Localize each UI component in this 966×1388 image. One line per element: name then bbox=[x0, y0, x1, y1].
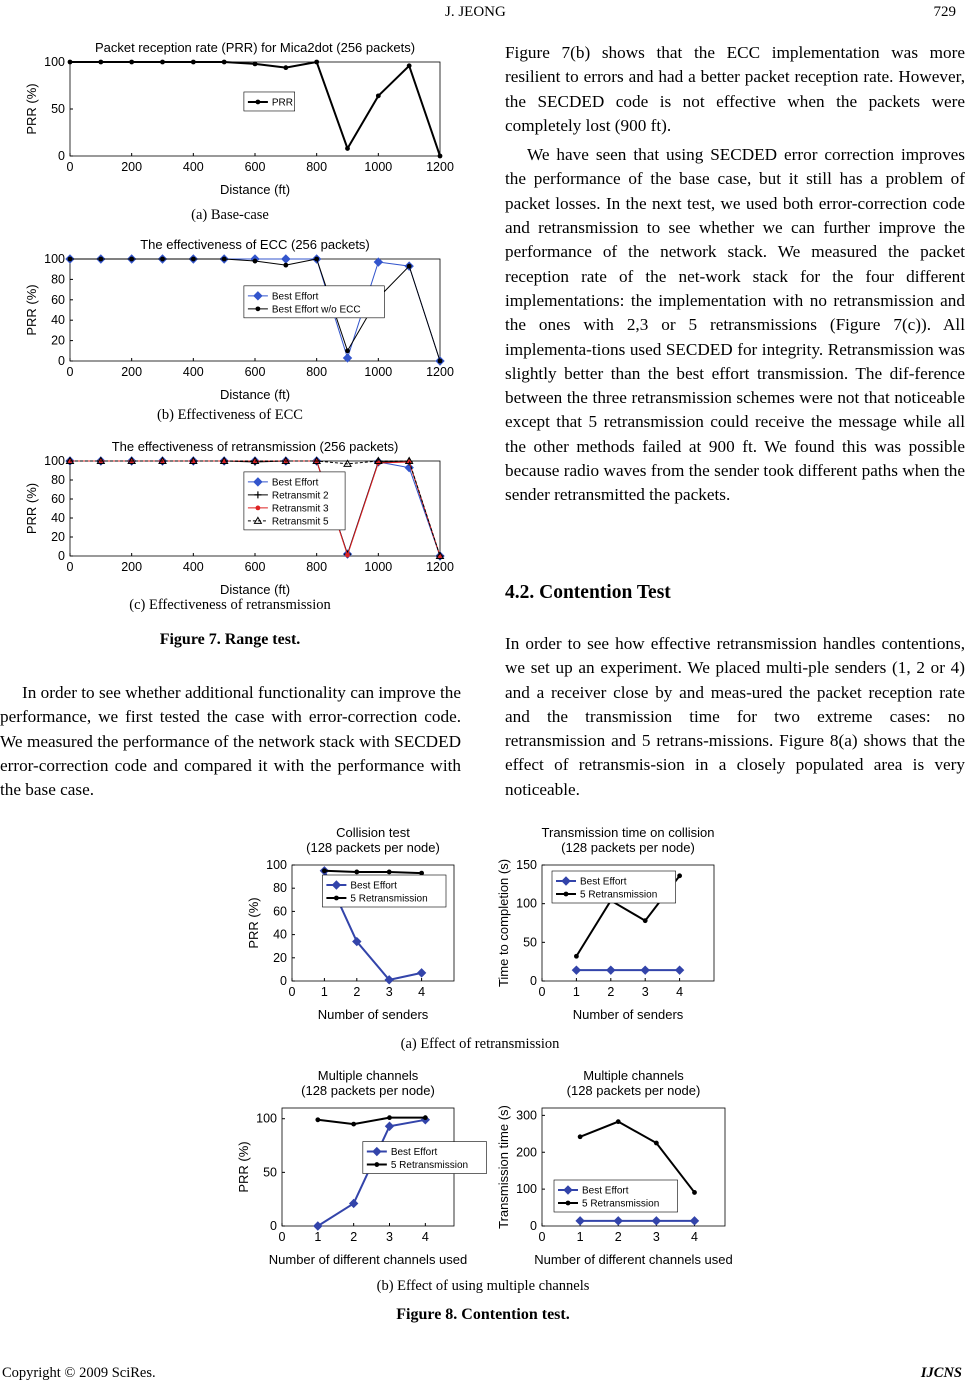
y-tick-label: 100 bbox=[256, 1111, 277, 1126]
right-paragraph-3: In order to see how effective retransmission handles contentions, we set up an experiment. We placed multi-ple senders (1, 2 or 4) and a receiver close by and meas-ured the packet reception rate and the transmission time for two extreme cases: no retransmission and 5 retrans-missions. Figure 8(a) shows that the effect of retransmis-sion in a closely populated area is very noticeable. bbox=[505, 634, 965, 799]
x-tick-label: 2 bbox=[614, 1230, 622, 1244]
y-tick-label: 80 bbox=[273, 881, 287, 896]
y-tick-label: 0 bbox=[58, 354, 65, 368]
x-tick-label: 3 bbox=[641, 985, 649, 999]
x-tick-label: 3 bbox=[652, 1230, 660, 1244]
data-point bbox=[222, 257, 227, 262]
footer-journal: IJCNS bbox=[920, 1365, 962, 1381]
y-tick-label: 0 bbox=[280, 974, 287, 988]
x-tick-label: 2 bbox=[353, 985, 361, 999]
figure7c-chart bbox=[18, 437, 454, 600]
x-tick-label: 2 bbox=[607, 985, 615, 999]
x-tick-label: 4 bbox=[676, 985, 684, 999]
y-tick-label: 50 bbox=[51, 102, 65, 116]
chart-title: Collision test (128 packets per node) bbox=[306, 825, 440, 855]
legend-label: Best Effort bbox=[582, 1185, 629, 1197]
y-tick-label: 100 bbox=[516, 1182, 537, 1197]
legend-label: Best Effort bbox=[271, 477, 319, 489]
data-point bbox=[676, 966, 684, 974]
x-tick-label: 1200 bbox=[426, 365, 454, 379]
y-tick-label: 40 bbox=[273, 927, 287, 942]
y-axis-label: Time to completion (s) bbox=[496, 858, 511, 988]
x-tick-label: 400 bbox=[182, 560, 204, 574]
data-point bbox=[641, 966, 649, 974]
data-point bbox=[572, 966, 580, 974]
right-column bbox=[505, 41, 965, 508]
data-point bbox=[253, 259, 258, 264]
x-tick-label: 800 bbox=[306, 365, 328, 379]
x-tick-label: 4 bbox=[691, 1230, 698, 1244]
data-point bbox=[386, 1122, 394, 1130]
figure7-caption: Figure 7. Range test. bbox=[159, 631, 301, 648]
data-point bbox=[129, 257, 134, 262]
legend-label: Best Effort bbox=[350, 880, 397, 892]
legend-marker bbox=[566, 1201, 571, 1206]
series-5-retransmission bbox=[322, 868, 424, 875]
data-point bbox=[652, 1217, 660, 1225]
figure8a-subcaption: (a) Effect of retransmission bbox=[400, 1036, 560, 1052]
x-tick-label: 0 bbox=[66, 560, 74, 574]
data-point bbox=[614, 1217, 622, 1225]
x-tick-label: 1 bbox=[314, 1230, 322, 1244]
right-paragraph-2: We have seen that using SECDED error correction improves the performance of the base case, but it still has a problem of packet losses. In the next test, we used both error-correction code and retransmission to see whether we can further improve the performance of the network stack. We measured the packet reception rate of the net-work stack for the four different implementations: the implementation with no retransmission and the ones with 2,3 or 5 retransmissions (Figure 7(c)). All implementa-tions used SECDED for integrity. Retransmission was slightly better than the best effort transmission. The dif-ference between the three retransmission schemes were not that noticeable except that 5 retransmission could receive the message while all the other methods failed at 900 ft. We found this was possible because radio waves from the sender took different paths when the sender retransmitted the packets. bbox=[505, 145, 965, 505]
legend-label: PRR bbox=[271, 97, 294, 109]
x-tick-label: 1200 bbox=[426, 160, 454, 174]
figure8a-prr-chart bbox=[240, 825, 462, 1025]
x-tick-label: 0 bbox=[288, 985, 296, 999]
y-axis-label: PRR (%) bbox=[24, 83, 39, 135]
data-point bbox=[98, 60, 103, 65]
x-axis-label: Number of different channels used bbox=[534, 1252, 733, 1267]
figure7a-subcaption: (a) Base-case bbox=[191, 207, 269, 223]
y-axis-label: PRR (%) bbox=[24, 482, 39, 535]
chart-title: Multiple channels (128 packets per node) bbox=[301, 1068, 435, 1098]
y-tick-label: 40 bbox=[51, 313, 65, 328]
x-tick-label: 1000 bbox=[364, 560, 393, 574]
x-tick-label: 1 bbox=[572, 985, 580, 999]
x-tick-label: 1000 bbox=[364, 365, 393, 379]
data-point bbox=[129, 60, 134, 65]
legend-label: Best Effort bbox=[580, 876, 627, 888]
x-tick-label: 0 bbox=[66, 365, 74, 379]
y-axis-label: Transmission time (s) bbox=[496, 1105, 511, 1229]
right-column-lower bbox=[505, 632, 965, 802]
y-tick-label: 0 bbox=[530, 974, 537, 988]
figure8b-prr-chart bbox=[230, 1068, 469, 1270]
y-tick-label: 100 bbox=[44, 454, 65, 468]
y-tick-label: 20 bbox=[51, 333, 65, 348]
legend bbox=[244, 286, 384, 318]
x-tick-label: 0 bbox=[538, 985, 546, 999]
data-point bbox=[354, 870, 359, 875]
x-axis-label: Number of different channels used bbox=[268, 1252, 468, 1267]
data-point bbox=[691, 1217, 699, 1225]
y-tick-label: 20 bbox=[51, 530, 65, 544]
figure8b-time-chart bbox=[490, 1068, 733, 1270]
y-tick-label: 50 bbox=[263, 1165, 277, 1180]
legend-marker bbox=[256, 306, 261, 311]
legend-label: Retransmit 3 bbox=[271, 503, 329, 515]
y-axis-label: PRR (%) bbox=[24, 284, 39, 336]
data-point bbox=[68, 60, 73, 65]
y-tick-label: 100 bbox=[266, 858, 287, 872]
x-axis-label: Number of senders bbox=[317, 1007, 429, 1022]
y-tick-label: 60 bbox=[51, 292, 65, 307]
y-axis-label: PRR (%) bbox=[246, 897, 261, 949]
y-tick-label: 0 bbox=[530, 1219, 537, 1233]
legend bbox=[552, 871, 676, 903]
figure7c-subcaption: (c) Effectiveness of retransmission bbox=[129, 597, 331, 613]
legend-marker bbox=[256, 100, 261, 105]
x-tick-label: 400 bbox=[182, 365, 204, 379]
x-tick-label: 200 bbox=[121, 160, 143, 174]
x-tick-label: 3 bbox=[386, 1230, 393, 1244]
left-paragraph: In order to see whether additional functionality can improve the performance, we first tested the case with error-correction code. We measured the performance of the network stack with SECDED error-correction code and compared it with the performance with the base case. bbox=[0, 683, 461, 800]
series-best-effort bbox=[576, 1217, 698, 1225]
legend bbox=[244, 472, 345, 530]
y-tick-label: 0 bbox=[58, 149, 65, 163]
y-tick-label: 100 bbox=[44, 252, 65, 266]
series-best-effort bbox=[572, 966, 683, 974]
legend-label: 5 Retransmission bbox=[350, 893, 428, 905]
data-point bbox=[68, 257, 73, 262]
series-5-retransmission bbox=[315, 1115, 427, 1126]
y-tick-label: 100 bbox=[44, 55, 65, 69]
data-point bbox=[314, 60, 319, 65]
data-point bbox=[654, 1141, 659, 1146]
x-tick-label: 600 bbox=[244, 365, 266, 379]
x-tick-label: 200 bbox=[121, 560, 143, 574]
y-tick-label: 40 bbox=[51, 511, 65, 525]
legend-marker bbox=[256, 506, 261, 511]
legend bbox=[554, 1180, 678, 1212]
legend-marker bbox=[334, 896, 339, 901]
data-point bbox=[160, 60, 165, 65]
data-point bbox=[191, 257, 196, 262]
data-point bbox=[438, 154, 443, 159]
data-point bbox=[576, 1217, 584, 1225]
y-tick-label: 50 bbox=[523, 935, 537, 950]
data-point bbox=[222, 60, 227, 65]
x-tick-label: 3 bbox=[385, 985, 393, 999]
x-tick-label: 200 bbox=[121, 365, 143, 379]
data-point bbox=[438, 359, 443, 364]
x-tick-label: 1000 bbox=[364, 160, 393, 174]
data-point bbox=[692, 1190, 697, 1195]
legend bbox=[363, 1142, 487, 1174]
data-point bbox=[345, 553, 350, 558]
y-tick-label: 0 bbox=[58, 549, 65, 563]
figure7b-subcaption: (b) Effectiveness of ECC bbox=[157, 407, 303, 423]
page-number: 729 bbox=[933, 4, 956, 20]
data-point bbox=[345, 348, 350, 353]
x-tick-label: 1200 bbox=[426, 560, 454, 574]
data-point bbox=[677, 873, 682, 878]
legend-marker bbox=[564, 892, 569, 897]
x-tick-label: 4 bbox=[418, 985, 426, 999]
right-paragraph-1: Figure 7(b) shows that the ECC implementation was more resilient to errors and had a better packet reception rate. However, the SECDED code is not effective when the packets were completely lost (900 ft). bbox=[505, 43, 965, 135]
data-point bbox=[607, 966, 615, 974]
data-point bbox=[98, 257, 103, 262]
data-point bbox=[160, 257, 165, 262]
data-point bbox=[282, 255, 290, 263]
y-tick-label: 0 bbox=[270, 1219, 277, 1233]
y-tick-label: 300 bbox=[516, 1108, 537, 1123]
y-tick-label: 60 bbox=[273, 904, 287, 919]
legend-label: 5 Retransmission bbox=[582, 1198, 660, 1210]
y-axis-label: PRR (%) bbox=[236, 1141, 251, 1193]
series-line bbox=[324, 871, 421, 873]
data-point bbox=[345, 146, 350, 151]
data-point bbox=[322, 868, 327, 873]
data-point bbox=[574, 954, 579, 959]
x-tick-label: 4 bbox=[421, 1230, 429, 1244]
y-tick-label: 150 bbox=[516, 858, 537, 872]
figure8-caption: Figure 8. Contention test. bbox=[396, 1306, 570, 1323]
data-point bbox=[191, 60, 196, 65]
data-point bbox=[283, 263, 288, 268]
y-tick-label: 100 bbox=[516, 896, 537, 911]
data-point bbox=[423, 1115, 428, 1120]
legend bbox=[322, 875, 446, 907]
legend-label: Best Effort bbox=[390, 1147, 438, 1159]
x-tick-label: 1 bbox=[576, 1230, 584, 1244]
legend-marker bbox=[374, 1162, 379, 1167]
x-tick-label: 1 bbox=[320, 985, 328, 999]
data-point bbox=[418, 969, 426, 977]
x-tick-label: 400 bbox=[182, 160, 204, 174]
x-tick-label: 800 bbox=[306, 160, 328, 174]
figure8a-time-chart bbox=[490, 825, 722, 1025]
data-point bbox=[387, 1115, 392, 1120]
data-point bbox=[315, 1117, 320, 1122]
x-axis-label: Number of senders bbox=[572, 1007, 684, 1022]
chart-title: The effectiveness of ECC (256 packets) bbox=[140, 237, 370, 252]
y-tick-label: 60 bbox=[51, 492, 65, 506]
legend-label: Best Effort w/o ECC bbox=[271, 304, 361, 316]
section-heading: 4.2. Contention Test bbox=[505, 582, 671, 603]
x-axis-label: Distance (ft) bbox=[219, 182, 291, 197]
data-point bbox=[351, 1122, 356, 1127]
figure7b-chart bbox=[18, 235, 454, 405]
data-point bbox=[253, 61, 258, 66]
legend-label: 5 Retransmission bbox=[390, 1160, 469, 1172]
y-tick-label: 200 bbox=[516, 1145, 537, 1160]
x-tick-label: 0 bbox=[66, 160, 74, 174]
legend bbox=[244, 92, 295, 111]
legend-label: Best Effort bbox=[271, 291, 319, 303]
figure8b-subcaption: (b) Effect of using multiple channels bbox=[376, 1278, 590, 1294]
x-axis-label: Distance (ft) bbox=[219, 582, 291, 597]
running-header-author: J. JEONG bbox=[445, 4, 506, 20]
legend-label: 5 Retransmission bbox=[580, 889, 658, 901]
x-tick-label: 0 bbox=[538, 1230, 546, 1244]
y-tick-label: 20 bbox=[273, 950, 287, 965]
x-tick-label: 800 bbox=[306, 560, 328, 574]
left-column bbox=[0, 681, 461, 802]
data-point bbox=[314, 257, 319, 262]
data-point bbox=[283, 65, 288, 70]
legend-label: Retransmit 5 bbox=[271, 516, 329, 528]
data-point bbox=[578, 1134, 583, 1139]
chart-title: Multiple channels (128 packets per node) bbox=[566, 1068, 701, 1098]
y-tick-label: 80 bbox=[51, 272, 65, 287]
footer-copyright: Copyright © 2009 SciRes. bbox=[2, 1365, 156, 1381]
x-axis-label: Distance (ft) bbox=[219, 387, 291, 402]
x-tick-label: 0 bbox=[278, 1230, 286, 1244]
data-point bbox=[387, 870, 392, 875]
data-point bbox=[407, 63, 412, 68]
chart-title: Packet reception rate (PRR) for Mica2dot (256 packets) bbox=[94, 40, 416, 55]
chart-title: Transmission time on collision (128 packets per node) bbox=[541, 825, 715, 855]
y-tick-label: 80 bbox=[51, 473, 65, 487]
data-point bbox=[616, 1119, 621, 1124]
chart-title: The effectiveness of retransmission (256 packets) bbox=[111, 439, 399, 454]
figure7a-chart bbox=[18, 38, 454, 200]
data-point bbox=[376, 93, 381, 98]
data-point bbox=[407, 264, 412, 269]
x-tick-label: 600 bbox=[244, 560, 266, 574]
data-point bbox=[643, 918, 648, 923]
x-tick-label: 600 bbox=[244, 160, 266, 174]
x-tick-label: 2 bbox=[350, 1230, 358, 1244]
legend-label: Retransmit 2 bbox=[271, 490, 329, 502]
